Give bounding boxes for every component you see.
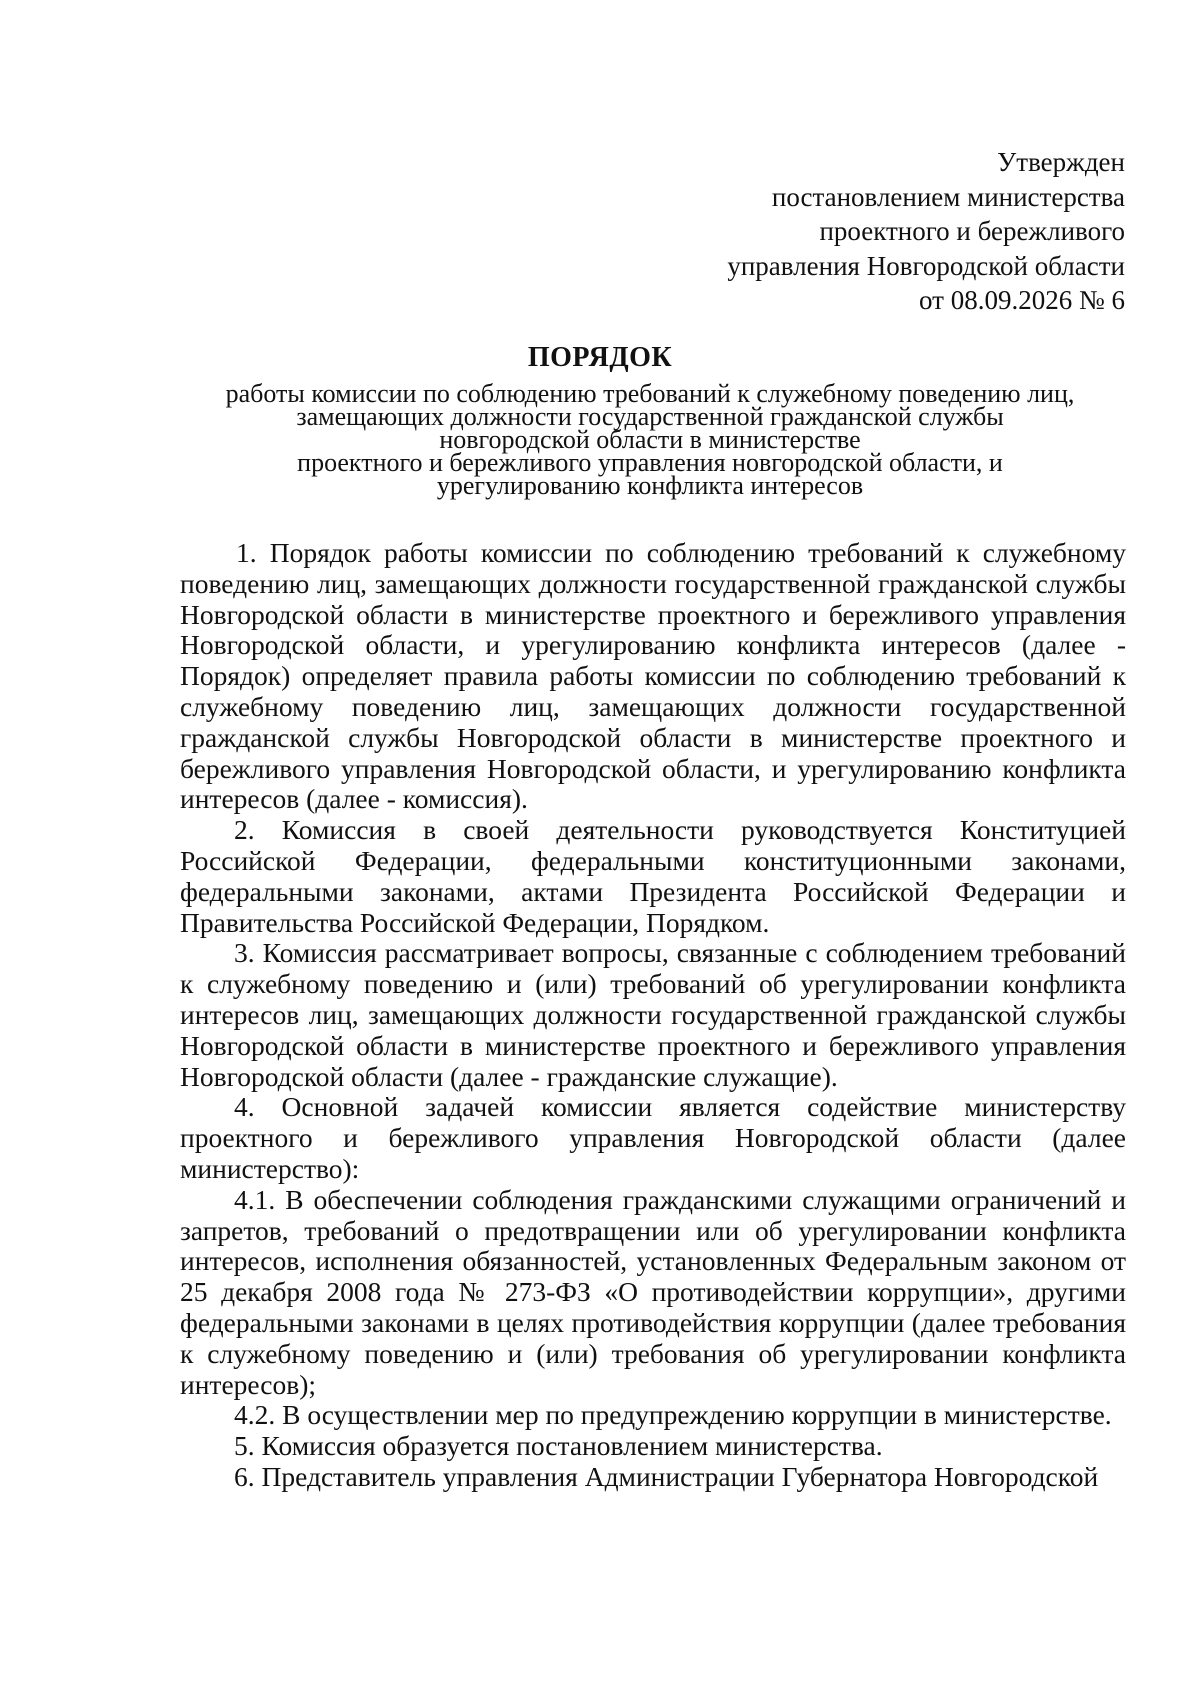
approval-date-line: от 08.09.2026 № 6	[919, 285, 1125, 315]
document-title: ПОРЯДОК	[527, 342, 673, 373]
subtitle-line: работы комиссии по соблюдению требований к служебному поведению лиц,	[225, 379, 1075, 408]
document-body	[180, 538, 1126, 1493]
paragraph-5: 5. Комиссия образуется постановлением министерства.	[234, 1430, 883, 1462]
subtitle-line: урегулированию конфликта интересов	[436, 471, 864, 500]
paragraph-2: 2. Комиссия в своей деятельности руководствуется Конституцией Российской Федерации, федеральными конституционными законами, федеральными законами, актами Президента Российской Федерации и Правительства Российской Федерации, Порядком.	[180, 814, 1126, 938]
document-subtitle	[170, 379, 1130, 500]
paragraph-6: 6. Представитель управления Администрации Губернатора Новгородской	[234, 1460, 1099, 1492]
approval-line: Утвержден	[997, 147, 1125, 177]
approval-stamp-block	[727, 145, 1125, 318]
paragraph-4-1: 4.1. В обеспечении соблюдения гражданскими служащими ограничений и запретов, требований о предотвращении или об урегулировании конфликта интересов, исполнения обязанностей, установленных Федеральным законом от 25 декабря 2008 года № 273-ФЗ «О противодействии коррупции», другими федеральными законами в целях противодействия коррупции (далее требования к служебному поведению и (или) требования об урегулировании конфликта интересов);	[180, 1183, 1126, 1400]
paragraph-4-2: 4.2. В осуществлении мер по предупреждению коррупции в министерстве.	[234, 1399, 1112, 1431]
subtitle-line: проектного и бережливого управления новгородской области, и	[297, 448, 1003, 477]
paragraph-1: 1. Порядок работы комиссии по соблюдению требований к служебному поведению лиц, замещающих должности государственной гражданской службы Новгородской области в министерстве проектного и бережливого управления Новгородской области, и урегулированию конфликта интересов (далее - Порядок) определяет правила работы комиссии по соблюдению требований к служебному поведению лиц, замещающих должности государственной гражданской службы Новгородской области в министерстве проектного и бережливого управления Новгородской области, и урегулированию конфликта интересов (далее - комиссия).	[180, 537, 1126, 815]
approval-line: проектного и бережливого	[819, 216, 1125, 246]
paragraph-4: 4. Основной задачей комиссии является содействие министерству проектного и бережливого управления Новгородской области (далее министерство):	[180, 1091, 1126, 1184]
subtitle-line: замещающих должности государственной гражданской службы	[296, 402, 1004, 431]
approval-line: постановлением министерства	[771, 181, 1125, 212]
paragraph-3: 3. Комиссия рассматривает вопросы, связанные с соблюдением требований к служебному поведению и (или) требований об урегулировании конфликта интересов лиц, замещающих должности государственной гражданской службы Новгородской области в министерстве проектного и бережливого управления Новгородской области (далее - гражданские служащие).	[180, 937, 1126, 1092]
subtitle-line: новгородской области в министерстве	[439, 425, 861, 454]
approval-line: управления Новгородской области	[727, 250, 1125, 281]
